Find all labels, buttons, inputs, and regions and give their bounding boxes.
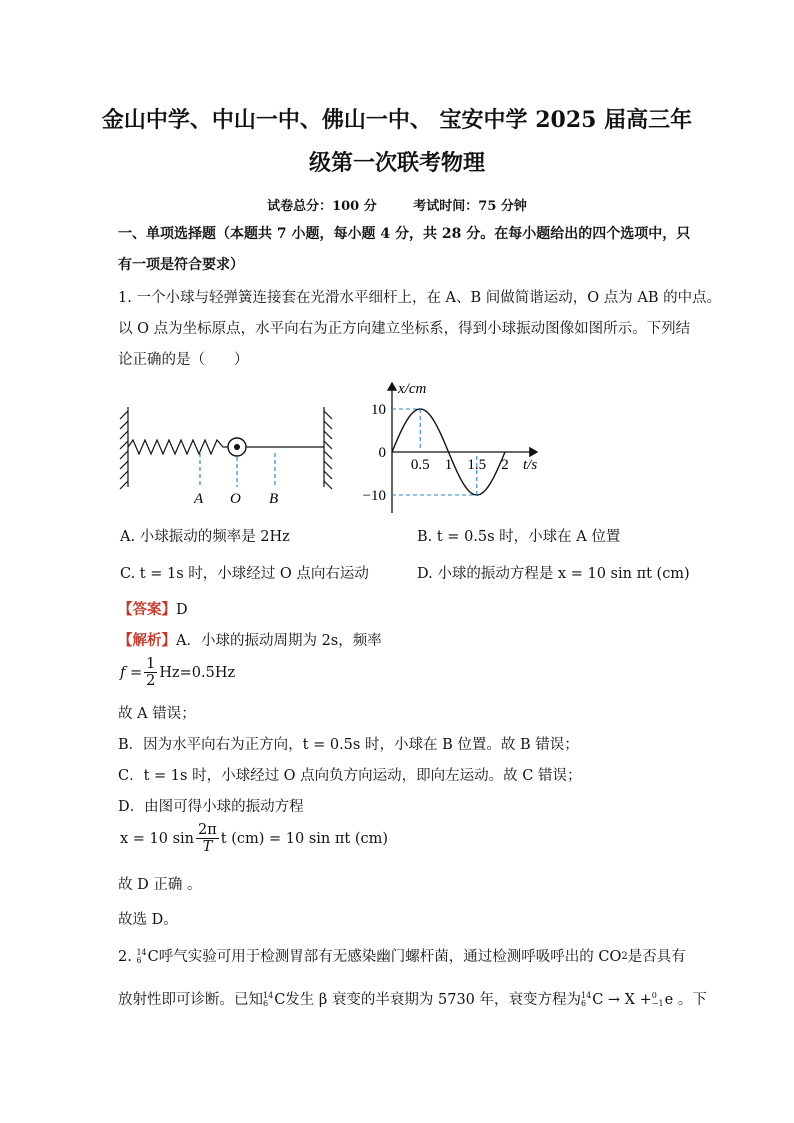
q2-line2-b: 发生 β 衰变的半衰期为 5730 年，衰变方程为 (285, 992, 582, 1008)
spring (128, 440, 228, 454)
q2-number: 2. (118, 949, 132, 965)
q2-stem-line2 (118, 990, 707, 1010)
y-tick-label: −10 (362, 488, 386, 504)
carbon14-isotope (136, 949, 146, 965)
formula-equation (120, 822, 388, 855)
q1-stem-line3: 论正确的是（ ） (118, 352, 249, 368)
label-b: B (269, 491, 279, 507)
iso2-atomic: 6 (263, 999, 269, 1008)
iso-symbol: C (147, 949, 159, 965)
formula-x-fraction (196, 822, 219, 855)
exam-time: 考试时间：75 分钟 (413, 199, 527, 214)
x-axis-label: t/s (523, 457, 538, 473)
q1-choose: 故选 D。 (118, 912, 178, 928)
q1-answer (118, 600, 188, 620)
y-axis-label: x/cm (398, 381, 427, 397)
carbon14-isotope-2 (263, 992, 273, 1008)
q1-option-d: D. 小球的振动方程是 x = 10 sin πt (cm) (417, 566, 690, 582)
q1-option-c: C. t = 1s 时，小球经过 O 点向右运动 (120, 566, 369, 582)
formula-f-rhs: Hz=0.5Hz (159, 664, 236, 681)
q1-analysis-c: C．t = 1s 时，小球经过 O 点向负方向运动，即向左运动。故 C 错误； (118, 768, 582, 784)
iso-atomic: 6 (136, 956, 142, 965)
ball-center (234, 444, 240, 450)
x-tick-label: 1.5 (467, 457, 487, 473)
formula-f-den: 2 (146, 673, 156, 689)
analysis-tag: 【解析】 (118, 632, 176, 649)
formula-x-num: 2π (198, 822, 217, 838)
formula-x-den: T (202, 839, 213, 855)
q1-analysis-d1: D．由图可得小球的振动方程 (118, 799, 304, 815)
formula-f-lhs: f = (120, 664, 143, 681)
q1-stem-line2: 以 O 点为坐标原点，水平向右为正方向建立坐标系，得到小球振动图像如图所示。下列结 (118, 321, 691, 337)
electron-notation (652, 992, 664, 1008)
q1-option-b: B. t = 0.5s 时，小球在 A 位置 (417, 529, 621, 545)
formula-f-num: 1 (146, 656, 156, 672)
q1-option-a: A. 小球振动的频率是 2Hz (120, 529, 290, 545)
iso-mass: 14 (136, 948, 147, 957)
iso3-mass: 14 (581, 991, 592, 1000)
exam-meta (0, 195, 794, 214)
answer-value: D (176, 602, 188, 618)
analysis-a-text: A．小球的振动周期为 2s，频率 (176, 633, 382, 649)
iso2-symbol: C (274, 992, 286, 1008)
q1-stem-line1: 1. 一个小球与轻弹簧连接套在光滑水平细杆上，在 A、B 间做简谐运动，O 点为 AB 的中点。 (118, 290, 722, 306)
right-wall (324, 407, 332, 489)
q2-line2-a: 放射性即可诊断。已知 (118, 992, 263, 1008)
q2-line1-text: 呼气实验可用于检测胃部有无感染幽门螺杆菌，通过检测呼吸呼出的 CO (158, 949, 622, 965)
spring-figure (118, 395, 343, 510)
formula-frequency (120, 656, 235, 689)
doc-title-line2: 级第一次联考物理 (308, 150, 485, 176)
x-tick-label: 2 (501, 457, 509, 473)
formula-f-fraction (144, 656, 157, 689)
q1-analysis-d2: 故 D 正确 。 (118, 877, 202, 893)
doc-title-line1: 金山中学、中山一中、佛山一中、 宝安中学 2025 届高三年 (101, 107, 693, 133)
x-tick-label: 0.5 (410, 457, 430, 473)
q2-line1-end: 是否具有 (627, 949, 686, 965)
q2-line2-d: e 。下 (664, 992, 707, 1008)
q1-analysis-a1 (118, 631, 382, 651)
left-wall (120, 407, 128, 489)
vibration-graph (355, 375, 555, 520)
q2-line2-c: C → X + (592, 992, 652, 1008)
section-header-line2: 有一项是符合要求） (118, 257, 244, 273)
label-o: O (230, 491, 241, 507)
co2-subscript: 2 (621, 951, 628, 962)
x-tick-label: 1 (444, 457, 453, 473)
iso2-mass: 14 (263, 991, 274, 1000)
q1-analysis-a2: 故 A 错误； (118, 706, 196, 722)
e-atomic: −1 (651, 999, 664, 1008)
total-score: 试卷总分：100 分 (267, 199, 377, 214)
iso3-atomic: 6 (581, 999, 587, 1008)
e-mass: 0 (651, 991, 657, 1000)
formula-x-rhs: t (cm) = 10 sin πt (cm) (220, 830, 389, 847)
formula-x-lhs: x = 10 sin (120, 830, 195, 847)
y-tick-label: 10 (371, 402, 386, 418)
y-tick-label: 0 (378, 445, 386, 461)
answer-tag: 【答案】 (118, 601, 176, 618)
q1-analysis-b: B．因为水平向右为正方向，t = 0.5s 时，小球在 B 位置。故 B 错误； (118, 737, 579, 753)
q2-stem-line1 (118, 947, 686, 967)
label-a: A (194, 491, 204, 507)
carbon14-isotope-3 (581, 992, 591, 1008)
section-header-line1: 一、单项选择题（本题共 7 小题，每小题 4 分，共 28 分。在每小题给出的四个选项中，只 (118, 226, 691, 242)
